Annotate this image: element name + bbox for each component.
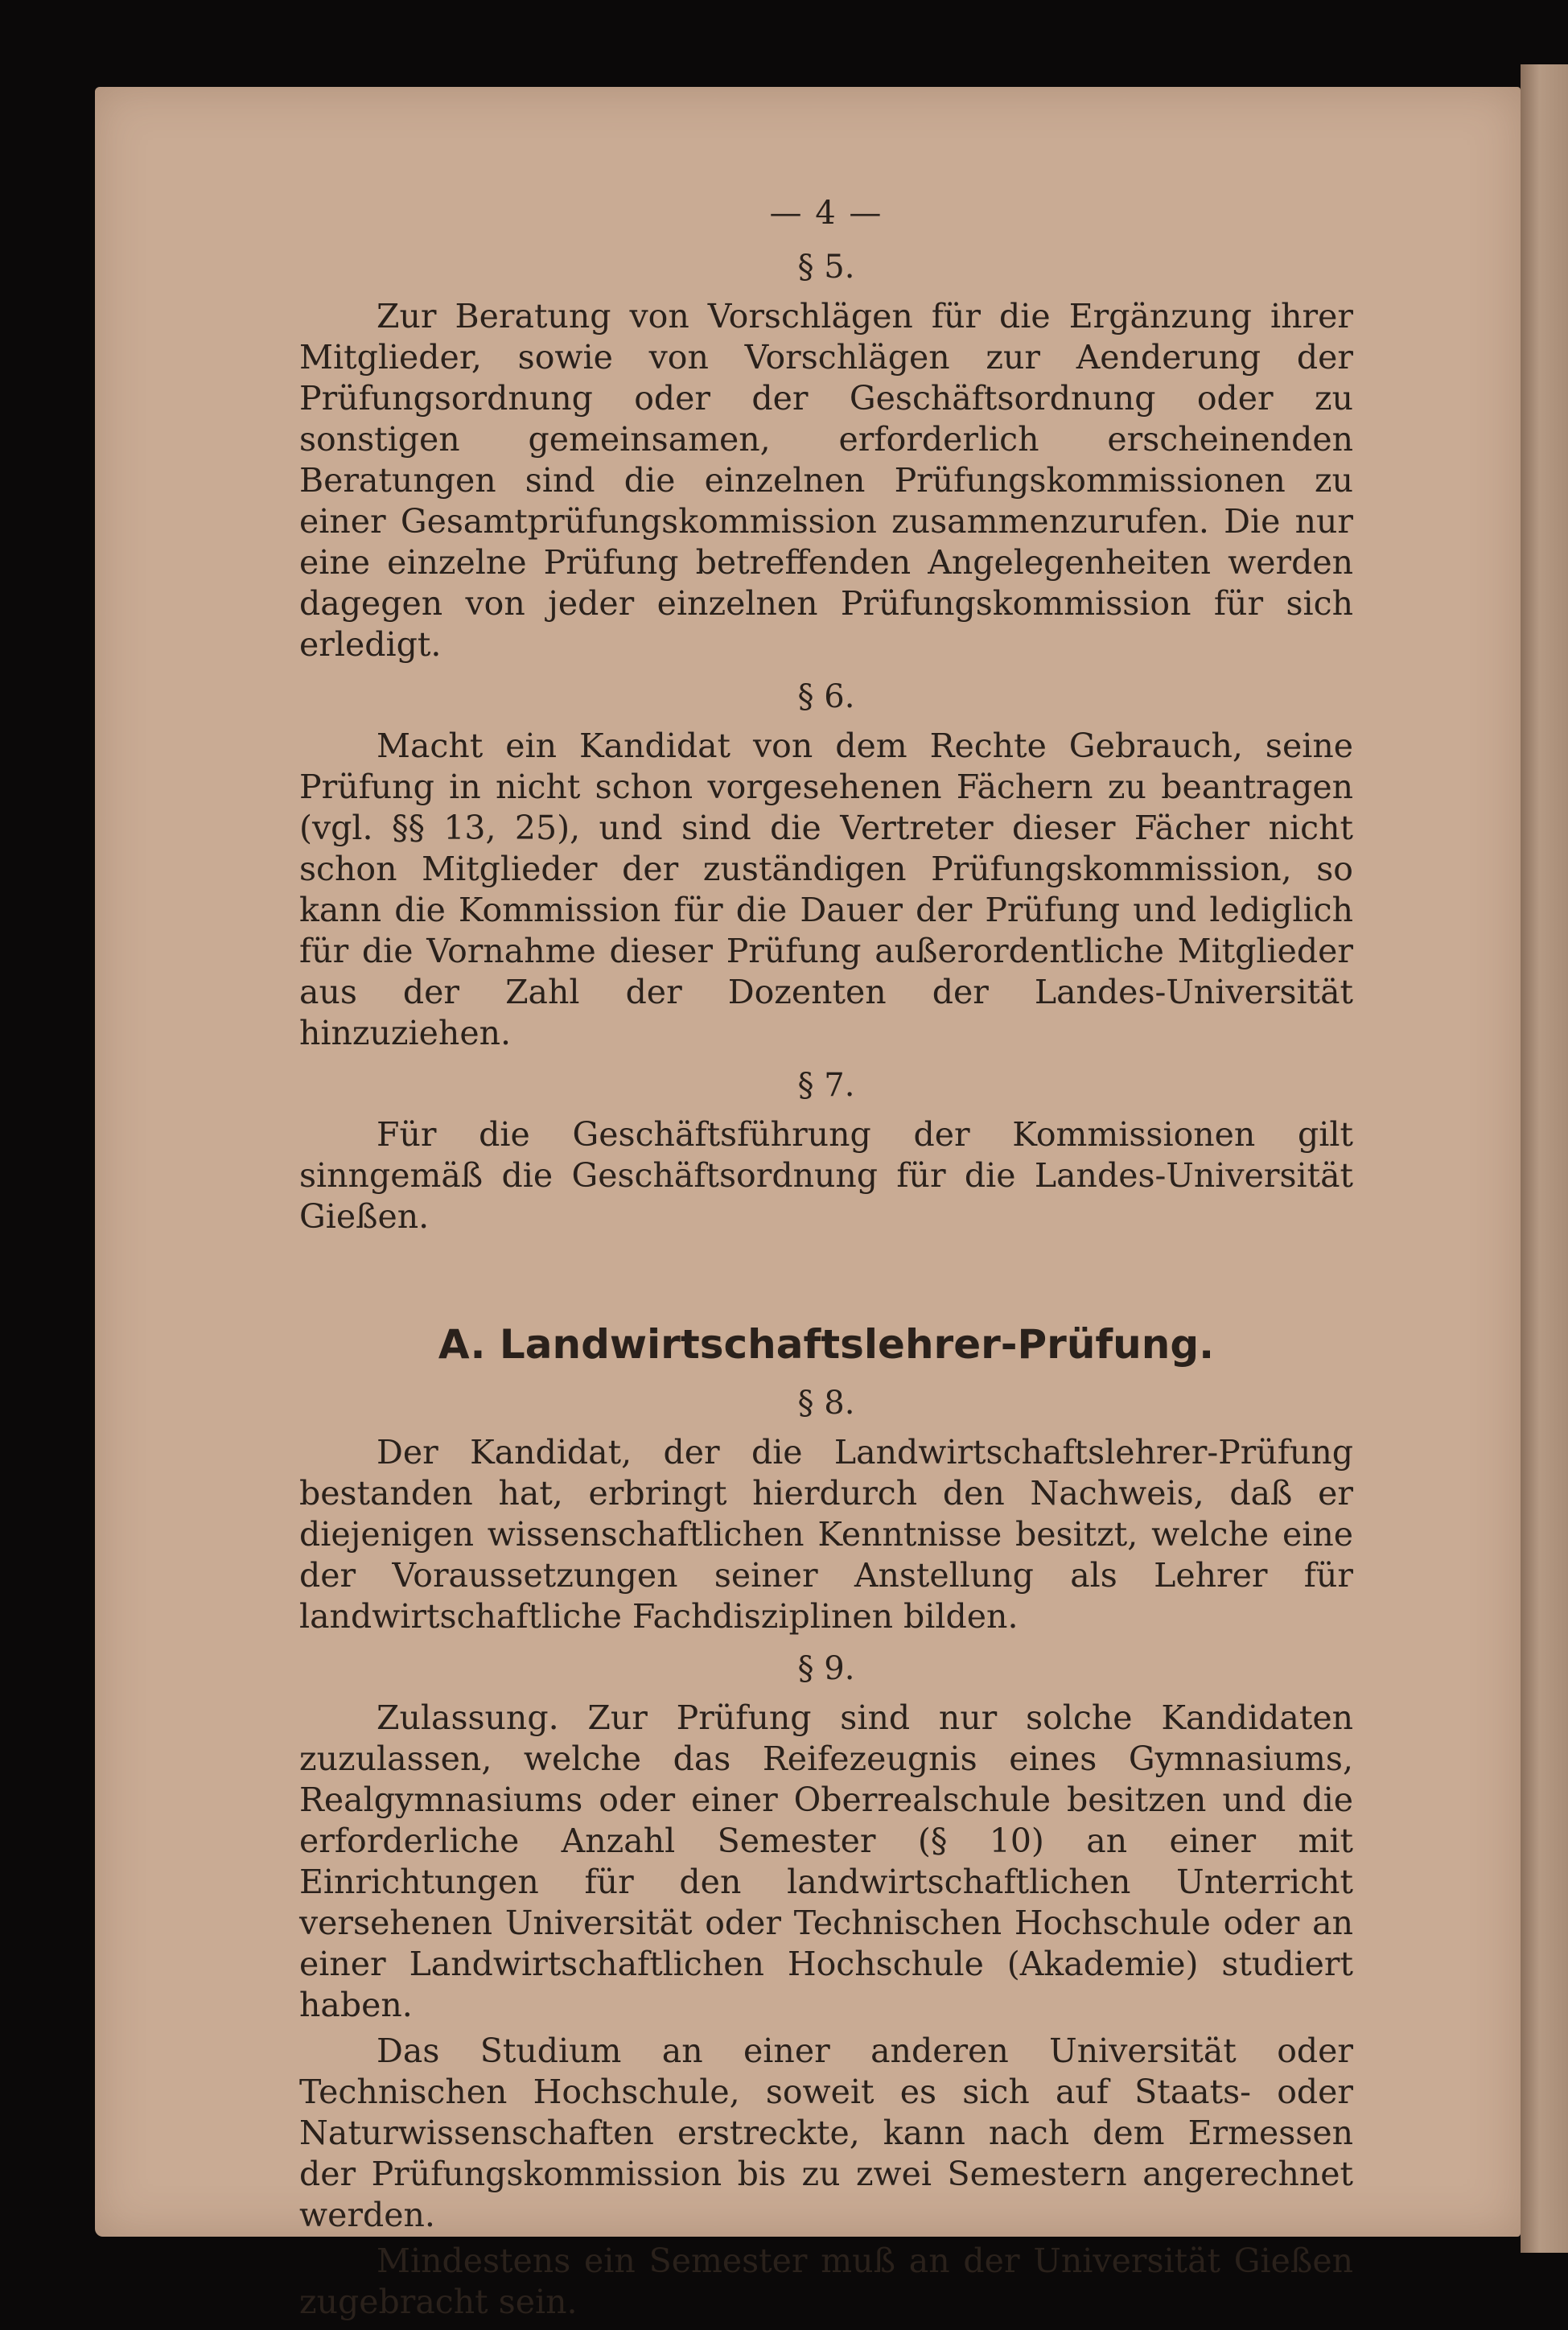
section-8-text: Der Kandidat, der die Landwirtschaftslehrer-Prüfung bestanden hat, erbringt hierdurch den Nachweis, daß er diejenigen wissenschaftlichen Kenntnisse besitzt, welche eine der Voraussetzungen seiner Anstellung als Lehrer für landwirtschaftliche Fachdisziplinen bilden.: [299, 1433, 1353, 1636]
section-5-text: Zur Beratung von Vorschlägen für die Ergänzung ihrer Mitglieder, sowie von Vorschlägen zur Aenderung der Prüfungsordnung oder der Geschäftsordnung oder zu sonstigen gemeinsamen, erforderlich erscheinenden Beratungen sind die einzelnen Prüfungskommissionen zu einer Gesamtprüfungskommission zusammenzurufen. Die nur eine einzelne Prüfung betreffenden Angelegenheiten werden dagegen von jeder einzelnen Prüfungskommission für sich erledigt.: [299, 297, 1353, 664]
section-8-heading: § 8.: [797, 1385, 855, 1422]
section-7-heading: § 7.: [797, 1067, 855, 1104]
section-6-text: Macht ein Kandidat von dem Rechte Gebrauch, seine Prüfung in nicht schon vorgesehenen Fächern zu beantragen (vgl. §§ 13, 25), und sind die Vertreter dieser Fächer nicht schon Mitglieder der zuständigen Prüfungskommission, so kann die Kommission für die Dauer der Prüfung und lediglich für die Vornahme dieser Prüfung außerordentliche Mitglieder aus der Zahl der Dozenten der Landes-Universität hinzuziehen.: [299, 727, 1353, 1052]
section-6-heading: § 6.: [797, 678, 855, 715]
section-9-paragraph-1: Zulassung. Zur Prüfung sind nur solche Kandidaten zuzulassen, welche das Reifezeugnis eines Gymnasiums, Realgymnasiums oder einer Oberrealschule besitzen und die erforderliche Anzahl Semester (§ 10) an einer mit Einrichtungen für den landwirtschaftlichen Unterricht versehenen Universität oder Technischen Hochschule oder an einer Landwirtschaftlichen Hochschule (Akademie) studiert haben.: [299, 1698, 1353, 2024]
page-text: [299, 193, 1353, 2328]
section-9-paragraph-2: Das Studium an einer anderen Universität oder Technischen Hochschule, soweit es sich auf Staats- oder Naturwissenschaften erstreckte, kann nach dem Ermessen der Prüfungskommission bis zu zwei Semestern angerechnet werden.: [299, 2032, 1353, 2234]
section-7-text: Für die Geschäftsführung der Kommissionen gilt sinngemäß die Geschäftsordnung für die Landes-Universität Gießen.: [299, 1115, 1353, 1236]
section-a-heading: A. Landwirtschaftslehrer-Prüfung.: [438, 1321, 1215, 1368]
adjacent-page-edge: [1521, 64, 1568, 2253]
section-9-heading: § 9.: [797, 1650, 855, 1687]
section-5-heading: § 5.: [797, 249, 855, 286]
section-9-paragraph-3: Mindestens ein Semester muß an der Universität Gießen zugebracht sein.: [299, 2241, 1353, 2321]
page-number: — 4 —: [769, 195, 883, 232]
